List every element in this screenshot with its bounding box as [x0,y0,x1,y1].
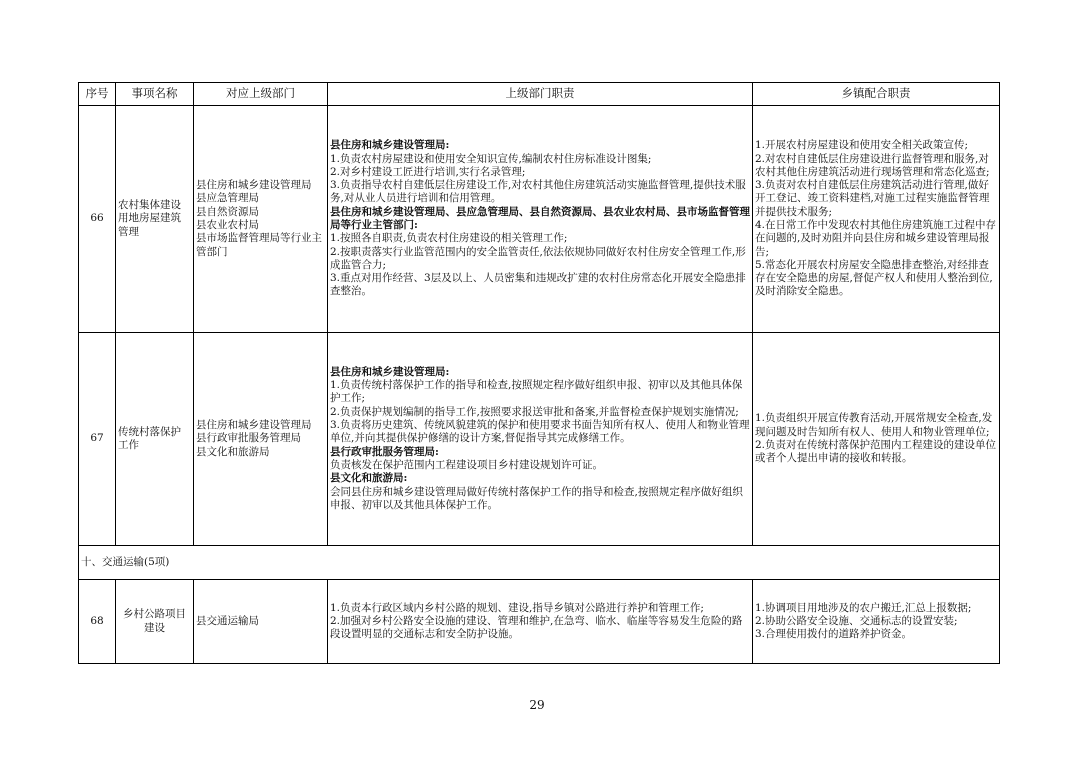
header-town-duty: 乡镇配合职责 [753,83,1000,106]
duty-line: 2.负责保护规划编制的指导工作,按照要求报送审批和备案,并监督检查保护规划实施情况; [330,405,739,418]
header-row [79,83,1000,106]
duty-line: 3.负责指导农村自建低层住房建设工作,对农村其他住房建筑活动实施监督管理,提供技术服务,对从业人员进行培训和信用管理。 [330,179,746,205]
coop-line: 1.开展农村房屋建设和使用安全相关政策宣传; [755,139,969,152]
duty-line: 2.对乡村建设工匠进行培训,实行名录管理; [330,165,526,178]
row-duties [328,333,753,546]
table-row [79,333,1000,546]
row-item-name: 乡村公路项目建设 [116,580,194,664]
row-seq: 68 [79,580,116,664]
row-item-name: 农村集体建设用地房屋建筑管理 [116,106,194,333]
duty-heading: 县住房和城乡建设管理局: [330,365,450,378]
duty-line: 3.重点对用作经营、3层及以上、人员密集和违规改扩建的农村住房常态化开展安全隐患排查整治。 [330,272,746,298]
dept-line: 县行政审批服务管理局 [196,432,301,445]
duty-table [78,82,1000,664]
duty-line: 2.加强对乡村公路安全设施的建设、管理和维护,在急弯、临水、临崖等容易发生危险的路段设置明显的交通标志和安全防护设施。 [330,614,743,641]
coop-line: 3.负责对农村自建低层住房建筑活动进行管理,做好开工登记、竣工资料建档,对施工过程实施监督管理并提供技术服务; [755,179,990,218]
row-duties [328,580,753,664]
dept-line: 县自然资源局 [196,205,259,218]
header-seq: 序号 [79,83,116,106]
row-coop [753,580,1000,664]
row-seq: 66 [79,106,116,333]
duty-heading: 县文化和旅游局: [330,472,408,485]
duty-line: 1.按照各自职责,负责农村住房建设的相关管理工作; [330,232,568,245]
dept-line: 县住房和城乡建设管理局 [196,179,312,192]
header-superior-duty: 上级部门职责 [328,83,753,106]
coop-line: 5.常态化开展农村房屋安全隐患排查整治,对经排查存在安全隐患的房屋,督促产权人和使用人整治到位,及时消除安全隐患。 [755,258,993,298]
duty-line: 1.负责传统村落保护工作的指导和检查,按照规定程序做好组织申报、初审以及其他具体保护工作; [330,379,743,405]
duty-line: 3.负责将历史建筑、传统风貌建筑的保护和使用要求书面告知所有权人、使用人和物业管理单位,并向其提供保护修缮的设计方案,督促指导其完成修缮工作。 [330,419,750,445]
dept-line: 县农业农村局 [196,219,259,231]
section-title: 十、交通运输(5项) [79,546,1000,580]
duty-line: 1.负责本行政区域内乡村公路的规划、建设,指导乡镇对公路进行养护和管理工作; [330,601,704,614]
duty-line: 负责核发在保护范围内工程建设项目乡村建设规划许可证。 [330,458,603,471]
coop-line: 2.负责对在传统村落保护范围内工程建设的建设单位或者个人提出申请的接收和转报。 [755,439,997,465]
row-depts [194,580,328,664]
row-depts [194,333,328,546]
duty-heading: 县住房和城乡建设管理局: [330,139,450,152]
row-duties [328,106,753,333]
dept-line: 县应急管理局 [196,192,259,205]
coop-line: 2.对农村自建低层住房建设进行监督管理和服务,对农村其他住房建筑活动进行现场管理和常态化巡查; [755,152,990,178]
page-number: 29 [529,698,545,712]
header-superior-dept: 对应上级部门 [194,83,328,106]
dept-line: 县文化和旅游局 [196,445,270,458]
coop-line: 3.合理使用拨付的道路养护资金。 [755,628,913,641]
duty-heading: 县住房和城乡建设管理局、县应急管理局、县自然资源局、县农业农村局、县市场监督管理局等行业主管部门: [330,205,750,231]
duty-heading: 县行政审批服务管理局: [330,445,439,458]
row-item-name: 传统村落保护工作 [116,333,194,546]
row-coop [753,106,1000,333]
coop-line: 2.协助公路安全设施、交通标志的设置安装; [755,614,958,627]
row-depts [194,106,328,333]
row-coop [753,333,1000,546]
dept-line: 县交通运输局 [196,614,259,627]
duty-line: 1.负责农村房屋建设和使用安全知识宣传,编制农村住房标准设计图集; [330,152,652,165]
section-row [79,546,1000,580]
table-row [79,106,1000,333]
row-seq: 67 [79,333,116,546]
coop-line: 4.在日常工作中发现农村其他住房建筑施工过程中存在问题的,及时劝阻并向县住房和城乡建设管理局报告; [755,219,997,258]
header-item-name: 事项名称 [116,83,194,106]
table-row [79,580,1000,664]
duty-line: 2.按职责落实行业监管范围内的安全监管责任,依法依规协同做好农村住房安全管理工作,形成监管合力; [330,245,746,271]
coop-line: 1.负责组织开展宣传教育活动,开展常规安全检查,发现问题及时告知所有权人、使用人和物业管理单位; [755,412,993,438]
coop-line: 1.协调项目用地涉及的农户搬迁,汇总上报数据; [755,601,972,614]
dept-line: 县住房和城乡建设管理局 [196,419,312,432]
dept-line: 县市场监督管理局等行业主管部门 [196,232,322,258]
duty-line: 会同县住房和城乡建设管理局做好传统村落保护工作的指导和检查,按照规定程序做好组织申报、初审以及其他具体保护工作。 [330,485,743,511]
